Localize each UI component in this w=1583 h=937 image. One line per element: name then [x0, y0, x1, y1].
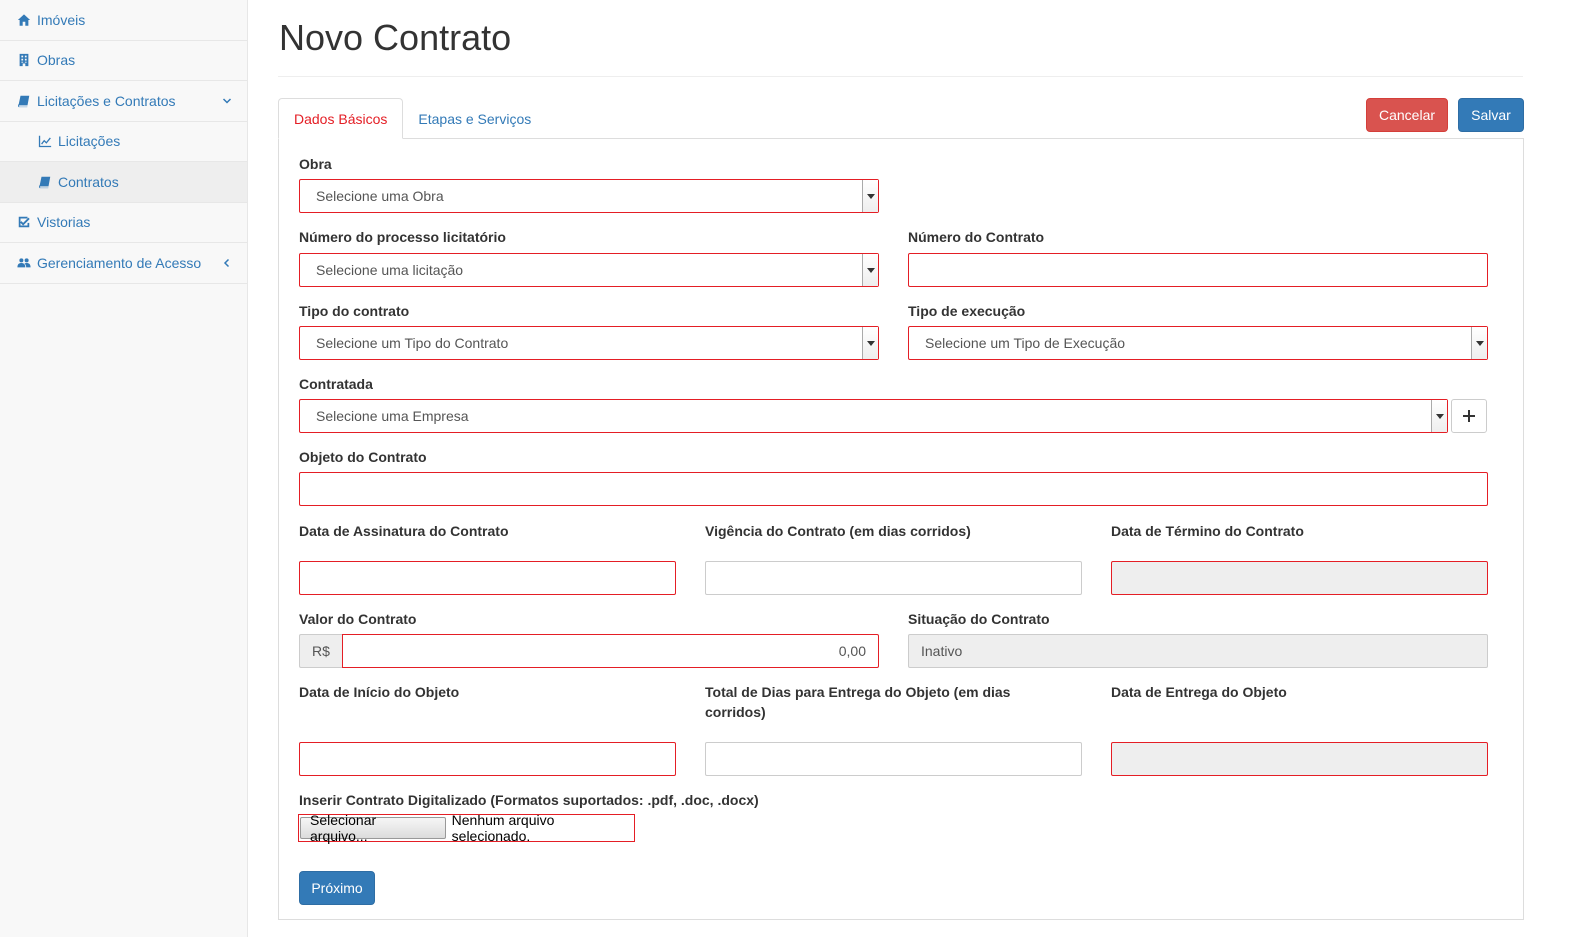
tipo-execucao-select[interactable]	[908, 326, 1488, 360]
sidebar-item-vistorias[interactable]	[0, 203, 247, 244]
select-file-button[interactable]: Selecionar arquivo...	[300, 817, 446, 839]
data-termino-label: Data de Término do Contrato	[1111, 523, 1304, 539]
numero-contrato-label: Número do Contrato	[908, 229, 1045, 245]
sidebar-item-gerenciamento-acesso[interactable]	[0, 243, 247, 284]
tab-bar	[278, 98, 546, 139]
currency-addon: R$	[299, 634, 342, 668]
home-icon	[17, 13, 31, 27]
sidebar-item-contratos[interactable]	[0, 162, 247, 203]
obra-select[interactable]	[299, 179, 879, 213]
vigencia-input[interactable]	[705, 561, 1082, 595]
tab-etapas-servicos[interactable]: Etapas e Serviços	[418, 110, 532, 127]
tipo-contrato-select-value: Selecione um Tipo do Contrato	[316, 335, 509, 351]
users-icon	[17, 256, 31, 270]
data-entrega-label: Data de Entrega do Objeto	[1111, 684, 1287, 700]
book-icon	[17, 94, 31, 108]
file-upload-field[interactable]	[298, 814, 635, 842]
sidebar-item-licitacoes-contratos[interactable]	[0, 81, 247, 122]
file-status-text: Nenhum arquivo selecionado.	[451, 812, 555, 844]
line-chart-icon	[38, 134, 52, 148]
tipo-execucao-label: Tipo de execução	[908, 303, 1026, 319]
select-caret-icon	[1471, 327, 1487, 359]
objeto-input[interactable]	[299, 472, 1488, 506]
sidebar-item-label: Contratos	[58, 173, 119, 190]
situacao-label: Situação do Contrato	[908, 611, 1050, 627]
situacao-input: Inativo	[908, 634, 1488, 668]
chevron-left-icon	[222, 258, 232, 268]
check-square-icon	[17, 215, 31, 229]
contratada-select-value: Selecione uma Empresa	[316, 408, 469, 424]
sidebar-item-label: Licitações	[58, 133, 121, 150]
valor-label: Valor do Contrato	[299, 611, 417, 627]
processo-select-value: Selecione uma licitação	[316, 262, 464, 278]
total-dias-label-line2: corridos)	[705, 704, 766, 720]
plus-icon	[1463, 410, 1475, 422]
vigencia-label: Vigência do Contrato (em dias corridos)	[705, 523, 971, 539]
select-caret-icon	[862, 254, 878, 286]
total-dias-input[interactable]	[705, 742, 1082, 776]
data-inicio-objeto-input[interactable]	[299, 742, 676, 776]
chevron-down-icon	[222, 96, 232, 106]
processo-label: Número do processo licitatório	[299, 229, 506, 245]
save-button[interactable]: Salvar	[1458, 98, 1524, 132]
sidebar-item-licitacoes[interactable]	[0, 122, 247, 163]
tipo-contrato-select[interactable]	[299, 326, 879, 360]
total-dias-label-line1: Total de Dias para Entrega do Objeto (em dias	[705, 684, 1011, 700]
tab-dados-basicos[interactable]: Dados Básicos	[278, 98, 403, 139]
data-assinatura-label: Data de Assinatura do Contrato	[299, 523, 509, 539]
valor-input[interactable]: 0,00	[342, 634, 879, 668]
obra-label: Obra	[299, 156, 332, 172]
sidebar	[0, 0, 248, 937]
sidebar-item-imoveis[interactable]	[0, 0, 247, 41]
tipo-contrato-label: Tipo do contrato	[299, 303, 410, 319]
data-entrega-input	[1111, 742, 1488, 776]
book-icon	[38, 175, 52, 189]
data-termino-input	[1111, 561, 1488, 595]
select-caret-icon	[862, 180, 878, 212]
arquivo-label: Inserir Contrato Digitalizado (Formatos suportados: .pdf, .doc, .docx)	[299, 792, 759, 808]
sidebar-item-label: Imóveis	[37, 11, 86, 28]
page-title: Novo Contrato	[279, 17, 512, 58]
processo-select[interactable]	[299, 253, 879, 287]
select-caret-icon	[862, 327, 878, 359]
sidebar-item-label: Gerenciamento de Acesso	[37, 254, 202, 271]
sidebar-item-obras[interactable]	[0, 41, 247, 82]
objeto-label: Objeto do Contrato	[299, 449, 427, 465]
data-assinatura-input[interactable]	[299, 561, 676, 595]
next-button[interactable]: Próximo	[299, 871, 375, 905]
sidebar-item-label: Licitações e Contratos	[37, 92, 176, 109]
contratada-select[interactable]	[299, 399, 1448, 433]
cancel-button[interactable]: Cancelar	[1366, 98, 1448, 132]
select-caret-icon	[1431, 400, 1447, 432]
data-inicio-objeto-label: Data de Início do Objeto	[299, 684, 460, 700]
add-empresa-button[interactable]	[1451, 399, 1487, 433]
obra-select-value: Selecione uma Obra	[316, 188, 444, 204]
sidebar-item-label: Obras	[37, 52, 76, 69]
title-divider	[278, 76, 1523, 77]
sidebar-item-label: Vistorias	[37, 214, 91, 231]
contratada-label: Contratada	[299, 376, 373, 392]
numero-contrato-input[interactable]	[908, 253, 1488, 287]
tipo-execucao-select-value: Selecione um Tipo de Execução	[925, 335, 1126, 351]
building-icon	[17, 53, 31, 67]
